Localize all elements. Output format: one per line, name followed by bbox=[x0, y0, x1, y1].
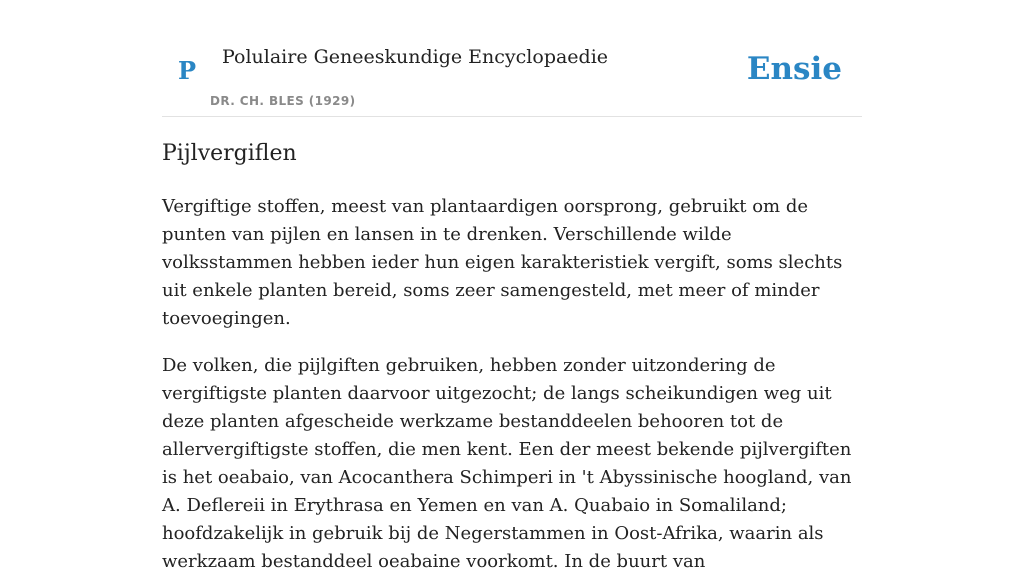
entry-title: Pijlvergiflen bbox=[162, 141, 297, 166]
book-author: DR. CH. BLES (1929) bbox=[210, 94, 356, 108]
entry-content bbox=[162, 138, 862, 576]
page-header bbox=[162, 0, 862, 117]
book-title[interactable]: Polulaire Geneeskundige Encyclopaedie bbox=[222, 46, 609, 68]
entry-paragraph: De volken, die pijlgiften gebruiken, hebben zonder uitzondering de vergiftigste planten daarvoor uitgezocht; de langs scheikundigen weg uit deze planten afgescheide werkzame bestanddeelen behooren tot de allervergiftigste stoffen, die men kent. Een der meest bekende pijlvergiften is het oeabaio, van Acocanthera Schimperi in 't Abyssinische hoogland, van A. Deflereii in Erythrasa en Yemen en van A. Quabaio in Somaliland; hoofdzakelijk in gebruik bij de Negerstammen in Oost-Afrika, waarin als werkzaam bestanddeel oeabaine voorkomt. In de buurt van bbox=[162, 355, 852, 572]
site-logo[interactable]: Ensie bbox=[746, 51, 842, 87]
entry-paragraph: Vergiftige stoffen, meest van plantaardigen oorsprong, gebruikt om de punten van pijlen en lansen in te drenken. Verschillende wilde volksstammen hebben ieder hun eigen karakteristiek vergift, soms slechts uit enkele planten bereid, soms zeer samengesteld, met meer of minder toevoegingen. bbox=[162, 196, 843, 329]
index-letter[interactable]: P bbox=[178, 56, 197, 85]
